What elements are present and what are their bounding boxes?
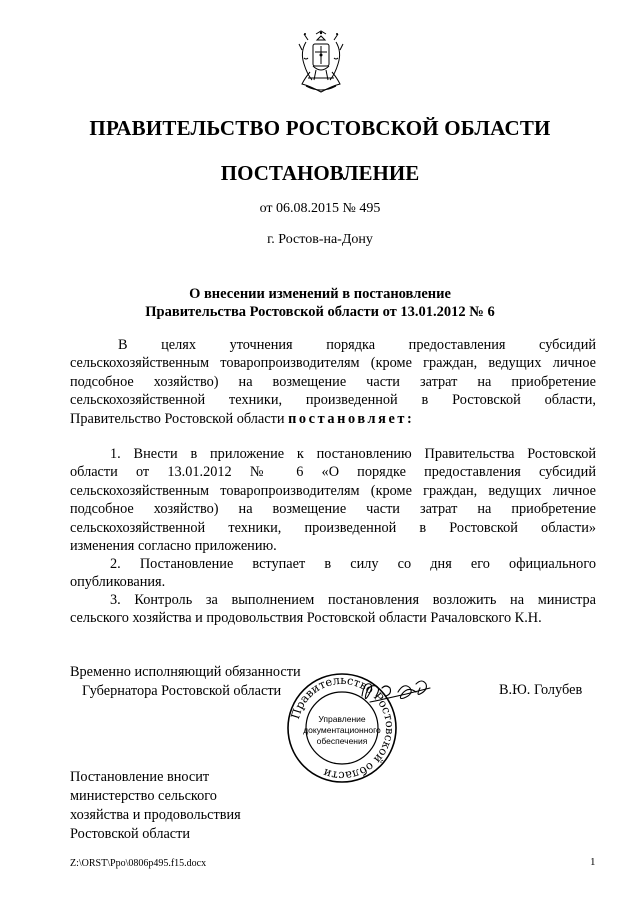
subject-line-1: О внесении изменений в постановление — [189, 286, 451, 302]
item-line: изменения согласно приложению. — [70, 538, 277, 555]
item-line: 2. Постановление вступает в силу со дня его официального — [110, 556, 596, 572]
item-line: сельского хозяйства и продовольствия Ростовской области Рачаловского К.Н. — [70, 610, 542, 627]
item-line: сельскохозяйственной техники, произведенной в Ростовской области» — [70, 519, 596, 536]
issuer-line: Постановление вносит — [70, 769, 210, 785]
signatory-position — [70, 663, 301, 701]
preamble-final-line — [70, 410, 596, 428]
coat-of-arms-icon — [296, 30, 346, 96]
item-line: области от 13.01.2012 № 6 «О порядке предоставления субсидий — [70, 464, 596, 481]
footer-file-path: Z:\ORST\Ppo\0806p495.f15.docx — [70, 858, 207, 869]
subject-line-2: Правительства Ростовской области от 13.01.2012 № 6 — [145, 304, 495, 320]
issuer-line: хозяйства и продовольствия — [70, 807, 241, 823]
issuer-line: Ростовской области — [70, 826, 191, 842]
item-line: сельскохозяйственным товаропроизводителям (кроме граждан, ведущих личное — [70, 482, 596, 499]
document-city: г. Ростов-на-Дону — [267, 232, 373, 247]
item-line: 3. Контроль за выполнением постановления возложить на министра — [110, 592, 596, 608]
document-subject — [60, 285, 580, 321]
issuer-block — [70, 768, 241, 844]
stamp-ring-text: Правительство Ростовской области — [287, 672, 398, 784]
preamble-prefix: Правительство Ростовской области — [70, 410, 289, 427]
government-title: ПРАВИТЕЛЬСТВО РОСТОВСКОЙ ОБЛАСТИ — [89, 116, 551, 140]
preamble-line: подсобное хозяйство) на возмещение части затрат на приобретение — [70, 373, 596, 390]
issuer-line: министерство сельского — [70, 788, 217, 804]
item-3-paragraph — [70, 591, 596, 628]
position-line-2: Губернатора Ростовской области — [82, 683, 282, 699]
signatory-name: В.Ю. Голубев — [499, 682, 583, 698]
decree-word: постановляет — [288, 410, 408, 427]
preamble-line: сельскохозяйственной техники, произведенной в Ростовской области, — [70, 392, 596, 409]
item-2-paragraph — [70, 555, 596, 592]
preamble-paragraph — [70, 336, 596, 428]
decree-colon: : — [407, 410, 412, 427]
preamble-line: сельскохозяйственным товаропроизводителям (кроме граждан, ведущих личное — [70, 355, 596, 372]
stamp-center-line-2: документационного — [303, 725, 381, 735]
item-line: опубликования. — [70, 574, 166, 591]
stamp-center-line-1: Управление — [318, 714, 366, 724]
document-type: ПОСТАНОВЛЕНИЕ — [220, 161, 420, 185]
item-line: 1. Внести в приложение к постановлению Правительства Ростовской — [110, 446, 596, 462]
position-line-1: Временно исполняющий обязанности — [70, 664, 301, 680]
document-date-number: от 06.08.2015 № 495 — [259, 201, 381, 216]
page-number: 1 — [590, 856, 596, 868]
stamp-center-line-3: обеспечения — [316, 736, 368, 746]
item-line: подсобное хозяйство) на возмещение части затрат на приобретение — [70, 501, 596, 518]
handwritten-signature — [330, 670, 480, 710]
item-1-paragraph — [70, 445, 596, 555]
preamble-line: В целях уточнения порядка предоставления субсидий — [118, 337, 596, 353]
